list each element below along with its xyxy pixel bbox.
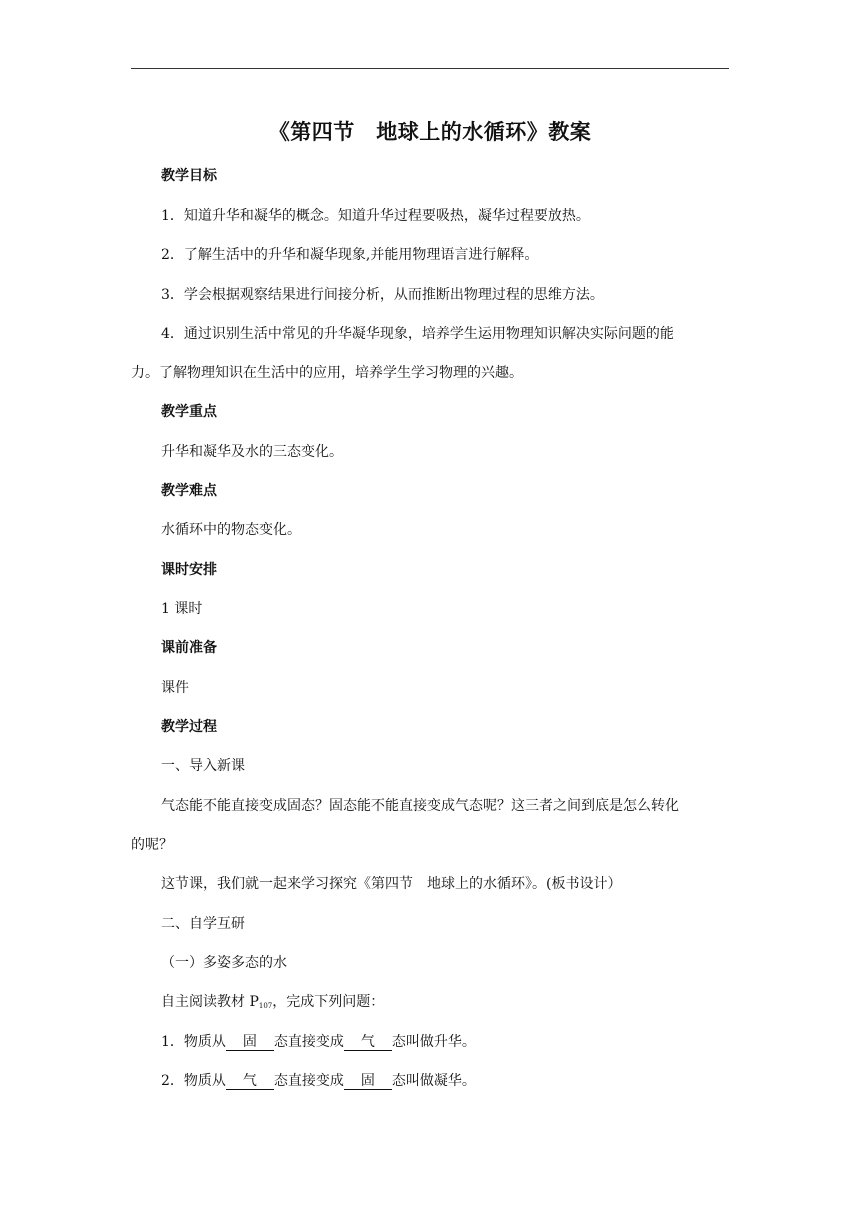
question-2-text-b: 态直接变成	[273, 1073, 344, 1089]
question-2-text-a: 2．物质从	[161, 1073, 226, 1089]
part1-title: 一、导入新课	[161, 758, 245, 774]
reading-prefix: 自主阅读教材 P	[161, 994, 259, 1010]
objective-4: 4．通过识别生活中常见的升华凝华现象，培养学生运用物理知识解决实际问题的能	[161, 326, 674, 342]
question-2-blank-1: 气	[226, 1073, 274, 1090]
objective-4-continued: 力。了解物理知识在生活中的应用，培养学生学习物理的兴趣。	[131, 365, 523, 381]
preparation-text: 课件	[161, 680, 189, 696]
question-1-text-b: 态直接变成	[273, 1034, 344, 1050]
difficulties-text: 水循环中的物态变化。	[161, 522, 301, 538]
document-title: 《第四节 地球上的水循环》教案	[268, 119, 592, 144]
key-points-heading: 教学重点	[161, 404, 217, 420]
difficulties-heading: 教学难点	[161, 483, 217, 499]
sub1-title: （一）多姿多态的水	[161, 955, 287, 971]
part1-paragraph-1-continued: 的呢？	[131, 837, 173, 853]
reading-page: 107	[258, 1002, 273, 1010]
header-rule	[131, 68, 729, 69]
preparation-heading: 课前准备	[161, 640, 217, 656]
question-1-blank-2: 气	[344, 1034, 392, 1051]
schedule-heading: 课时安排	[161, 562, 217, 578]
question-1	[161, 1032, 761, 1052]
question-1-text-c: 态叫做升华。	[391, 1034, 476, 1050]
part1-paragraph-2: 这节课，我们就一起来学习探究《第四节 地球上的水循环》。(板书设计）	[161, 876, 622, 892]
question-2	[161, 1071, 761, 1091]
reading-suffix: ，完成下列问题：	[272, 994, 385, 1010]
objective-2: 2．了解生活中的升华和凝华现象,并能用物理语言进行解释。	[161, 247, 539, 263]
question-2-text-c: 态叫做凝华。	[391, 1073, 476, 1089]
process-heading: 教学过程	[161, 719, 217, 735]
objectives-heading: 教学目标	[161, 168, 217, 184]
question-1-blank-1: 固	[226, 1034, 274, 1051]
objective-3: 3．学会根据观察结果进行间接分析，从而推断出物理过程的思维方法。	[161, 287, 604, 303]
part1-paragraph-1: 气态能不能直接变成固态？固态能不能直接变成气态呢？这三者之间到底是怎么转化	[161, 798, 679, 814]
part2-title: 二、自学互研	[161, 916, 245, 932]
reading-instruction	[161, 992, 761, 1016]
question-1-text-a: 1．物质从	[161, 1034, 226, 1050]
schedule-text: 1 课时	[161, 601, 203, 617]
key-points-text: 升华和凝华及水的三态变化。	[161, 444, 343, 460]
objective-1: 1．知道升华和凝华的概念。知道升华过程要吸热，凝华过程要放热。	[161, 208, 590, 224]
question-2-blank-2: 固	[344, 1073, 392, 1090]
